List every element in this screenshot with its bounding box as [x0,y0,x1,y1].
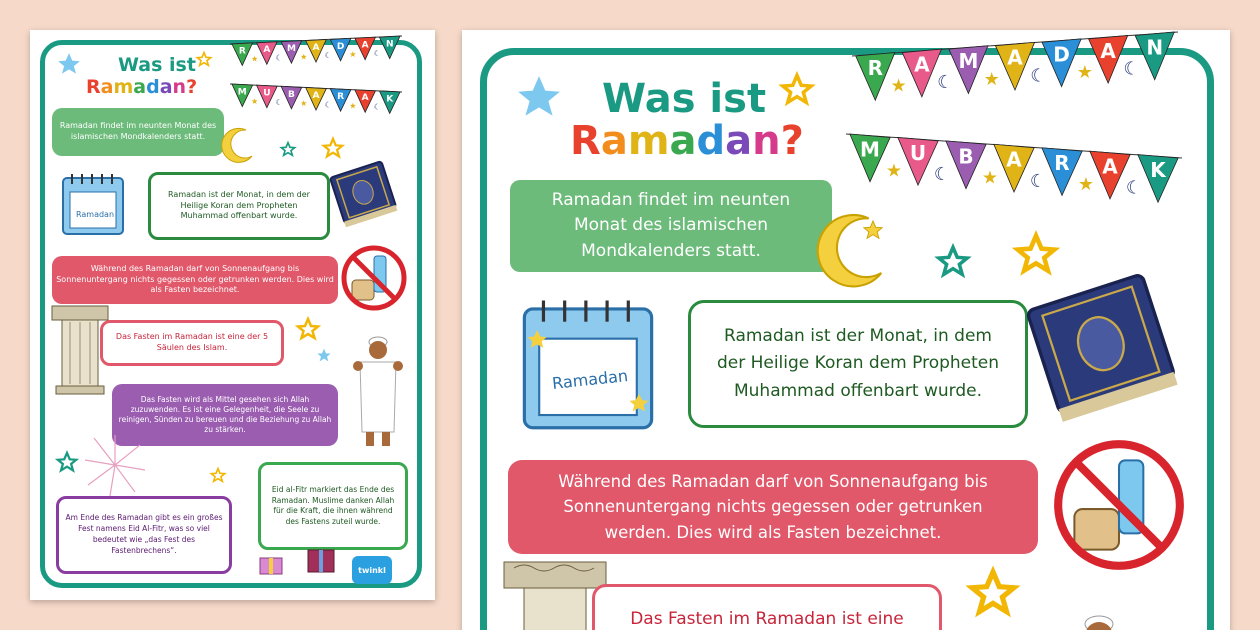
title-letter: a [669,118,697,164]
title-letter: n [172,76,187,98]
banner-letter: M [237,87,247,98]
large-star-teal-icon [936,246,970,280]
small-text-box-6: Am Ende des Ramadan gibt es ein großes Fest namens Eid Al-Fitr, was so viel bedeutet wie „das Fest des Fastenbrechens“. [56,496,232,574]
hanging-star-icon: ★ [981,167,999,189]
banner-letter: R [337,92,345,103]
small-title-line2 [86,76,197,98]
large-star-yellow-icon [780,74,814,108]
banner-letter: K [1150,157,1166,182]
small-calendar-label: Ramadan [76,210,115,219]
hanging-moon-icon: ☾ [1029,170,1047,192]
hanging-moon-icon: ☾ [373,47,382,58]
banner-letter: R [238,46,246,57]
title-letter: m [627,118,670,164]
hanging-moon-icon: ☾ [275,96,283,107]
banner-letter: A [361,93,369,104]
twinkl-logo: twinkl [352,556,392,584]
banner-letter: A [914,52,930,77]
hanging-moon-icon: ☾ [1123,58,1140,80]
small-star-teal-icon [280,142,296,158]
hanging-moon-icon: ☾ [933,163,951,185]
small-text-box-7: Eid al-Fitr markiert das Ende des Ramadan. Muslime danken Allah für die Kraft, die ihnen während des Fastens zuteil wurde. [258,462,408,550]
banner-letter: B [287,89,295,100]
small-star-blue-icon [56,52,82,78]
hanging-star-icon: ★ [250,95,259,106]
title-letter: R [570,118,601,164]
title-letter: a [725,118,753,164]
hanging-star-icon: ★ [890,75,907,97]
banner-letter: U [263,88,271,99]
banner-letter: A [1007,45,1023,70]
small-text-box-3: Während des Ramadan darf von Sonnenaufgang bis Sonnenuntergang nichts gegessen oder getrunken werden. Dies wird als Fasten bezeichnet. [52,256,338,304]
hanging-star-icon: ★ [300,51,308,62]
small-calendar-icon [60,170,126,236]
small-star-yellow-icon [196,52,212,68]
small-no-food-icon [338,242,410,314]
large-poster [462,30,1230,630]
large-text-box-4: Das Fasten im Ramadan ist eine [592,584,942,630]
small-praying-boy-icon [350,332,406,452]
small-mubarak-banner [230,84,410,124]
banner-letter: D [1053,42,1070,67]
title-letter: a [159,76,173,98]
small-quran-icon [326,154,402,230]
hanging-moon-icon: ☾ [1030,65,1047,87]
title-letter: R [86,76,101,98]
banner-letter: M [958,49,979,74]
small-star-blue2-icon [316,348,332,364]
banner-letter: A [263,45,271,56]
hanging-moon-icon: ☾ [937,72,954,94]
small-text-box-1: Ramadan findet im neunten Monat des islamischen Mondkalenders statt. [52,108,224,156]
banner-letter: A [312,42,320,53]
banner-letter: R [867,55,883,80]
banner-letter: A [312,90,320,101]
banner-letter: M [860,137,880,162]
large-calendar-icon [518,292,658,432]
small-fireworks-icon [80,430,150,500]
large-text-box-3: Während des Ramadan darf von Sonnenaufgang bis Sonnenuntergang nichts gegessen oder getrunken werden. Dies wird als Fasten bezeichnet. [508,460,1038,554]
banner-letter: A [1102,154,1118,179]
large-quran-icon [1018,258,1188,428]
title-letter: m [113,76,134,98]
large-calendar-label: Ramadan [551,366,629,393]
hanging-moon-icon: ☾ [373,101,382,112]
large-praying-boy-icon [1074,614,1124,630]
small-text-box-5: Das Fasten wird als Mittel gesehen sich Allah zuzuwenden. Es ist eine Gelegenheit, die Seele zu reinigen, Sünden zu bereuen und die Beziehung zu Allah zu stärken. [112,384,338,446]
banner-letter: A [1100,38,1116,63]
small-gift-icon-2 [306,540,336,574]
banner-letter: U [909,140,927,165]
hanging-star-icon: ★ [250,53,259,64]
title-letter: a [600,118,628,164]
large-text-box-1: Ramadan findet im neunten Monat des islamischen Mondkalenders statt. [510,180,832,272]
hanging-star-icon: ★ [349,48,357,59]
title-letter: ? [186,76,198,98]
hanging-star-icon: ★ [885,160,903,182]
hanging-star-icon: ★ [1077,174,1095,196]
hanging-star-icon: ★ [300,98,308,109]
banner-letter: N [1146,35,1164,60]
banner-letter: B [958,144,974,169]
banner-letter: R [1054,151,1070,176]
small-text-box-4: Das Fasten im Ramadan ist eine der 5 Säulen des Islam. [100,320,284,366]
hanging-moon-icon: ☾ [324,99,332,110]
title-letter: d [696,118,726,164]
large-title-line2 [570,118,804,164]
large-mubarak-banner [846,134,1186,234]
title-letter: d [146,76,160,98]
large-star-yellow3-icon [968,570,1018,620]
hanging-star-icon: ★ [349,100,357,111]
large-text-box-2: Ramadan ist der Monat, in dem der Heilige Koran dem Propheten Muhammad offenbart wurde. [688,300,1028,428]
small-title-line1: Was ist [118,54,196,76]
small-gift-icon-1 [258,550,284,576]
hanging-moon-icon: ☾ [324,50,332,61]
small-poster [30,30,435,600]
large-title-line1: Was ist [602,76,767,122]
title-letter: n [752,118,781,164]
small-star-teal2-icon [56,452,78,474]
banner-letter: A [361,40,369,51]
hanging-star-icon: ★ [983,68,1000,90]
small-text-box-2: Ramadan ist der Monat, in dem der Heilige Koran dem Propheten Muhammad offenbart wurde. [148,172,330,240]
small-star-yellow4-icon [210,468,226,484]
banner-letter: D [336,41,345,52]
banner-letter: N [385,39,394,50]
large-star-small-yellow-icon [862,220,884,242]
title-letter: a [100,76,114,98]
title-letter: a [133,76,147,98]
small-ramadan-banner [230,39,410,84]
title-letter: ? [780,118,804,164]
hanging-moon-icon: ☾ [1125,177,1143,199]
banner-letter: A [1006,147,1022,172]
banner-letter: K [386,94,394,105]
hanging-moon-icon: ☾ [275,52,283,63]
small-star-yellow3-icon [296,318,320,342]
large-star-blue-icon [514,74,564,124]
small-moon-icon [222,126,256,166]
hanging-star-icon: ★ [1076,61,1093,83]
banner-letter: M [286,44,296,55]
large-no-food-icon [1046,432,1192,578]
